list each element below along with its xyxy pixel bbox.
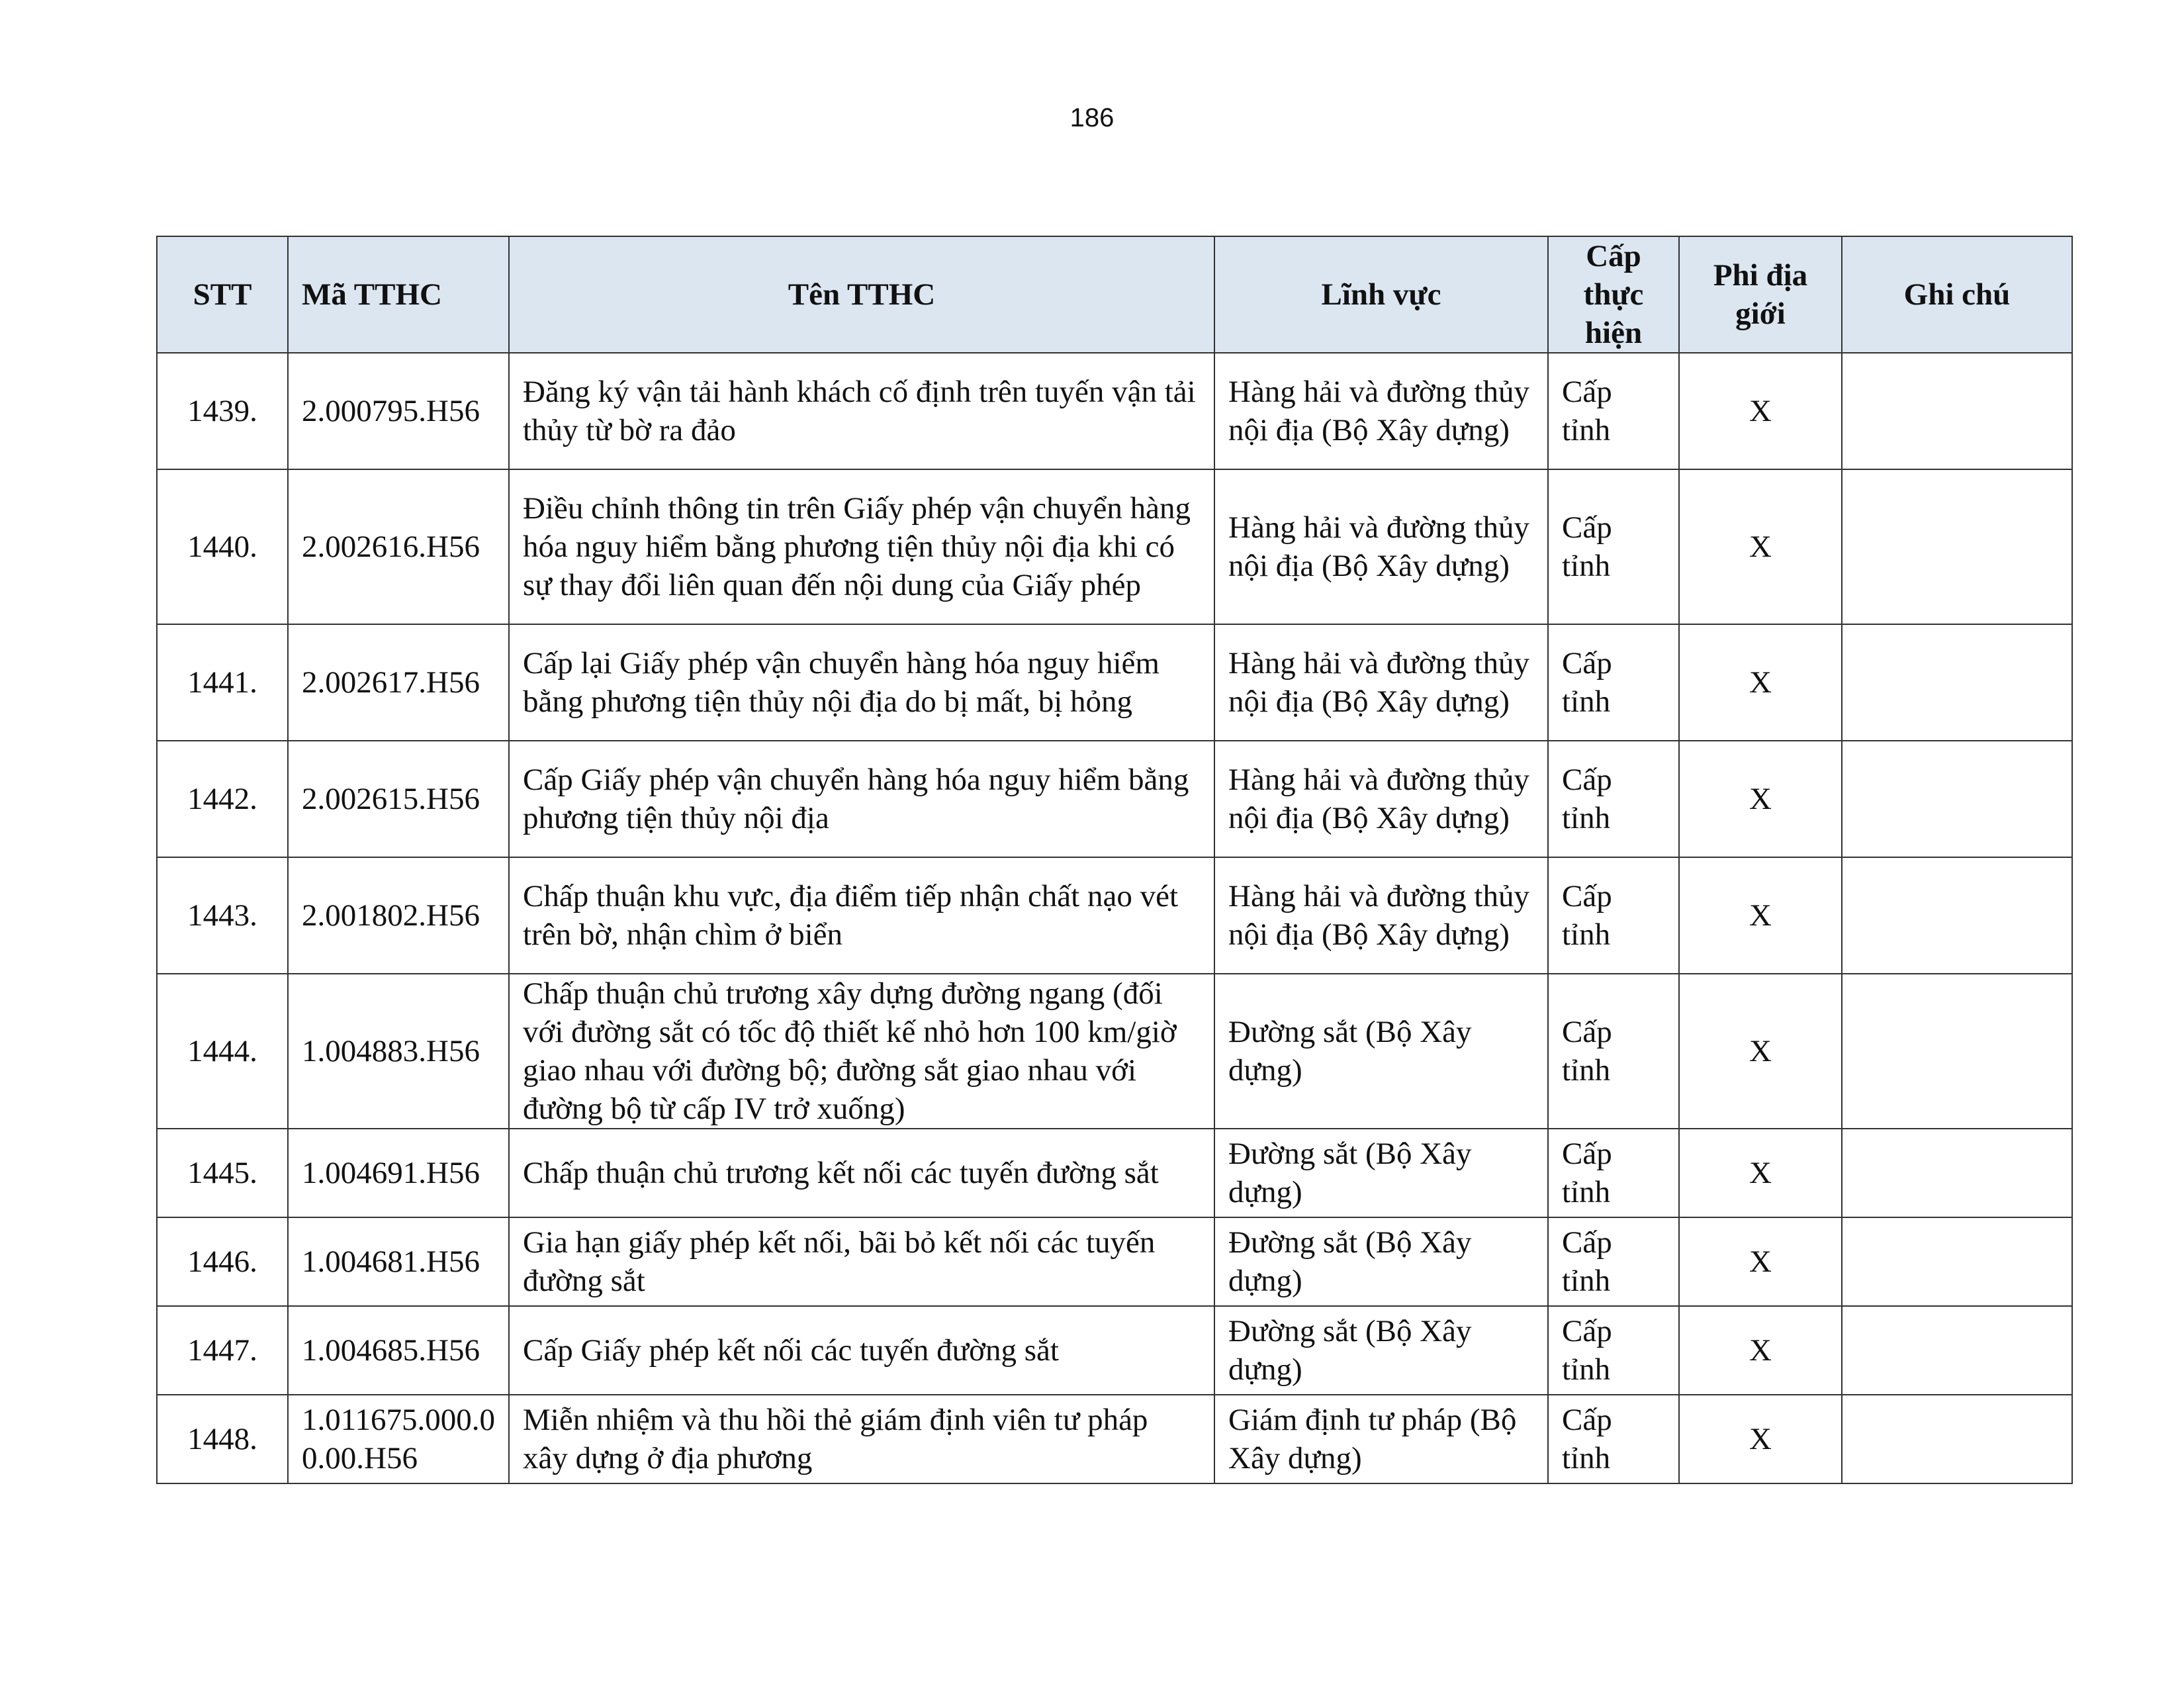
cell-cap-thuc-hien: Cấp tỉnh [1548, 857, 1679, 974]
cell-stt: 1442. [157, 741, 288, 857]
cell-ten-tthc: Điều chỉnh thông tin trên Giấy phép vận chuyển hàng hóa nguy hiểm bằng phương tiện thủy nội địa khi có sự thay đổi liên quan đến nội dung của Giấy phép [509, 469, 1214, 624]
cell-ma-tthc: 1.004681.H56 [288, 1217, 509, 1306]
cell-phi-dia-gioi: X [1679, 974, 1842, 1129]
cell-ten-tthc: Cấp Giấy phép vận chuyển hàng hóa nguy hiểm bằng phương tiện thủy nội địa [509, 741, 1214, 857]
page-number: 186 [1069, 103, 1115, 132]
cell-linh-vuc: Hàng hải và đường thủy nội địa (Bộ Xây dựng) [1214, 469, 1548, 624]
cell-ten-tthc: Gia hạn giấy phép kết nối, bãi bỏ kết nối các tuyến đường sắt [509, 1217, 1214, 1306]
cell-stt: 1448. [157, 1395, 288, 1483]
cell-phi-dia-gioi: X [1679, 1129, 1842, 1217]
cell-ghi-chu [1842, 1395, 2072, 1483]
cell-cap-thuc-hien: Cấp tỉnh [1548, 624, 1679, 741]
cell-linh-vuc: Hàng hải và đường thủy nội địa (Bộ Xây dựng) [1214, 741, 1548, 857]
cell-stt: 1443. [157, 857, 288, 974]
table-body [157, 353, 2072, 1483]
cell-cap-thuc-hien: Cấp tỉnh [1548, 1395, 1679, 1483]
cell-phi-dia-gioi: X [1679, 741, 1842, 857]
cell-phi-dia-gioi: X [1679, 1217, 1842, 1306]
cell-phi-dia-gioi: X [1679, 624, 1842, 741]
cell-ghi-chu [1842, 1306, 2072, 1395]
cell-cap-thuc-hien: Cấp tỉnh [1548, 741, 1679, 857]
cell-stt: 1441. [157, 624, 288, 741]
cell-linh-vuc: Đường sắt (Bộ Xây dựng) [1214, 1306, 1548, 1395]
cell-phi-dia-gioi: X [1679, 857, 1842, 974]
table-row [157, 469, 2072, 624]
cell-ten-tthc: Chấp thuận chủ trương xây dựng đường ngang (đối với đường sắt có tốc độ thiết kế nhỏ hơn 100 km/giờ giao nhau với đường bộ; đường sắt giao nhau với đường bộ từ cấp IV trở xuống) [509, 974, 1214, 1129]
cell-stt: 1446. [157, 1217, 288, 1306]
cell-stt: 1439. [157, 353, 288, 469]
header-cap-thuc-hien: Cấp thực hiện [1548, 236, 1679, 353]
cell-ma-tthc: 1.004685.H56 [288, 1306, 509, 1395]
cell-cap-thuc-hien: Cấp tỉnh [1548, 469, 1679, 624]
cell-ma-tthc: 2.002615.H56 [288, 741, 509, 857]
cell-ghi-chu [1842, 1129, 2072, 1217]
cell-ma-tthc: 2.001802.H56 [288, 857, 509, 974]
cell-stt: 1445. [157, 1129, 288, 1217]
header-ghi-chu: Ghi chú [1842, 236, 2072, 353]
cell-linh-vuc: Hàng hải và đường thủy nội địa (Bộ Xây dựng) [1214, 353, 1548, 469]
cell-linh-vuc: Giám định tư pháp (Bộ Xây dựng) [1214, 1395, 1548, 1483]
table-row [157, 1306, 2072, 1395]
cell-phi-dia-gioi: X [1679, 353, 1842, 469]
cell-phi-dia-gioi: X [1679, 469, 1842, 624]
cell-linh-vuc: Hàng hải và đường thủy nội địa (Bộ Xây dựng) [1214, 857, 1548, 974]
cell-ma-tthc: 1.004883.H56 [288, 974, 509, 1129]
cell-phi-dia-gioi: X [1679, 1395, 1842, 1483]
table-row [157, 1217, 2072, 1306]
cell-ten-tthc: Chấp thuận khu vực, địa điểm tiếp nhận chất nạo vét trên bờ, nhận chìm ở biển [509, 857, 1214, 974]
cell-linh-vuc: Đường sắt (Bộ Xây dựng) [1214, 1217, 1548, 1306]
cell-stt: 1440. [157, 469, 288, 624]
header-ma-tthc: Mã TTHC [288, 236, 509, 353]
cell-ten-tthc: Chấp thuận chủ trương kết nối các tuyến đường sắt [509, 1129, 1214, 1217]
cell-linh-vuc: Đường sắt (Bộ Xây dựng) [1214, 1129, 1548, 1217]
header-phi-dia-gioi: Phi địa giới [1679, 236, 1842, 353]
table-row [157, 353, 2072, 469]
cell-ma-tthc: 2.002616.H56 [288, 469, 509, 624]
cell-ghi-chu [1842, 624, 2072, 741]
cell-ten-tthc: Cấp Giấy phép kết nối các tuyến đường sắt [509, 1306, 1214, 1395]
cell-cap-thuc-hien: Cấp tỉnh [1548, 974, 1679, 1129]
table-row [157, 1395, 2072, 1483]
cell-ten-tthc: Đăng ký vận tải hành khách cố định trên tuyến vận tải thủy từ bờ ra đảo [509, 353, 1214, 469]
cell-ghi-chu [1842, 469, 2072, 624]
cell-cap-thuc-hien: Cấp tỉnh [1548, 1129, 1679, 1217]
cell-linh-vuc: Đường sắt (Bộ Xây dựng) [1214, 974, 1548, 1129]
table-row [157, 974, 2072, 1129]
table-row [157, 1129, 2072, 1217]
table-row [157, 741, 2072, 857]
cell-stt: 1447. [157, 1306, 288, 1395]
cell-stt: 1444. [157, 974, 288, 1129]
cell-ma-tthc: 1.011675.000.00.00.H56 [288, 1395, 509, 1483]
table-header-row [157, 236, 2072, 353]
cell-ghi-chu [1842, 741, 2072, 857]
cell-phi-dia-gioi: X [1679, 1306, 1842, 1395]
cell-ten-tthc: Cấp lại Giấy phép vận chuyển hàng hóa nguy hiểm bằng phương tiện thủy nội địa do bị mất, bị hỏng [509, 624, 1214, 741]
cell-ma-tthc: 2.000795.H56 [288, 353, 509, 469]
header-ten-tthc: Tên TTHC [509, 236, 1214, 353]
header-linh-vuc: Lĩnh vực [1214, 236, 1548, 353]
cell-cap-thuc-hien: Cấp tỉnh [1548, 1217, 1679, 1306]
cell-ten-tthc: Miễn nhiệm và thu hồi thẻ giám định viên tư pháp xây dựng ở địa phương [509, 1395, 1214, 1483]
cell-ma-tthc: 1.004691.H56 [288, 1129, 509, 1217]
cell-cap-thuc-hien: Cấp tỉnh [1548, 353, 1679, 469]
cell-ghi-chu [1842, 1217, 2072, 1306]
cell-ma-tthc: 2.002617.H56 [288, 624, 509, 741]
cell-linh-vuc: Hàng hải và đường thủy nội địa (Bộ Xây dựng) [1214, 624, 1548, 741]
table-row [157, 857, 2072, 974]
cell-cap-thuc-hien: Cấp tỉnh [1548, 1306, 1679, 1395]
procedures-table [156, 236, 2073, 1484]
cell-ghi-chu [1842, 974, 2072, 1129]
table-row [157, 624, 2072, 741]
cell-ghi-chu [1842, 353, 2072, 469]
header-stt: STT [157, 236, 288, 353]
cell-ghi-chu [1842, 857, 2072, 974]
